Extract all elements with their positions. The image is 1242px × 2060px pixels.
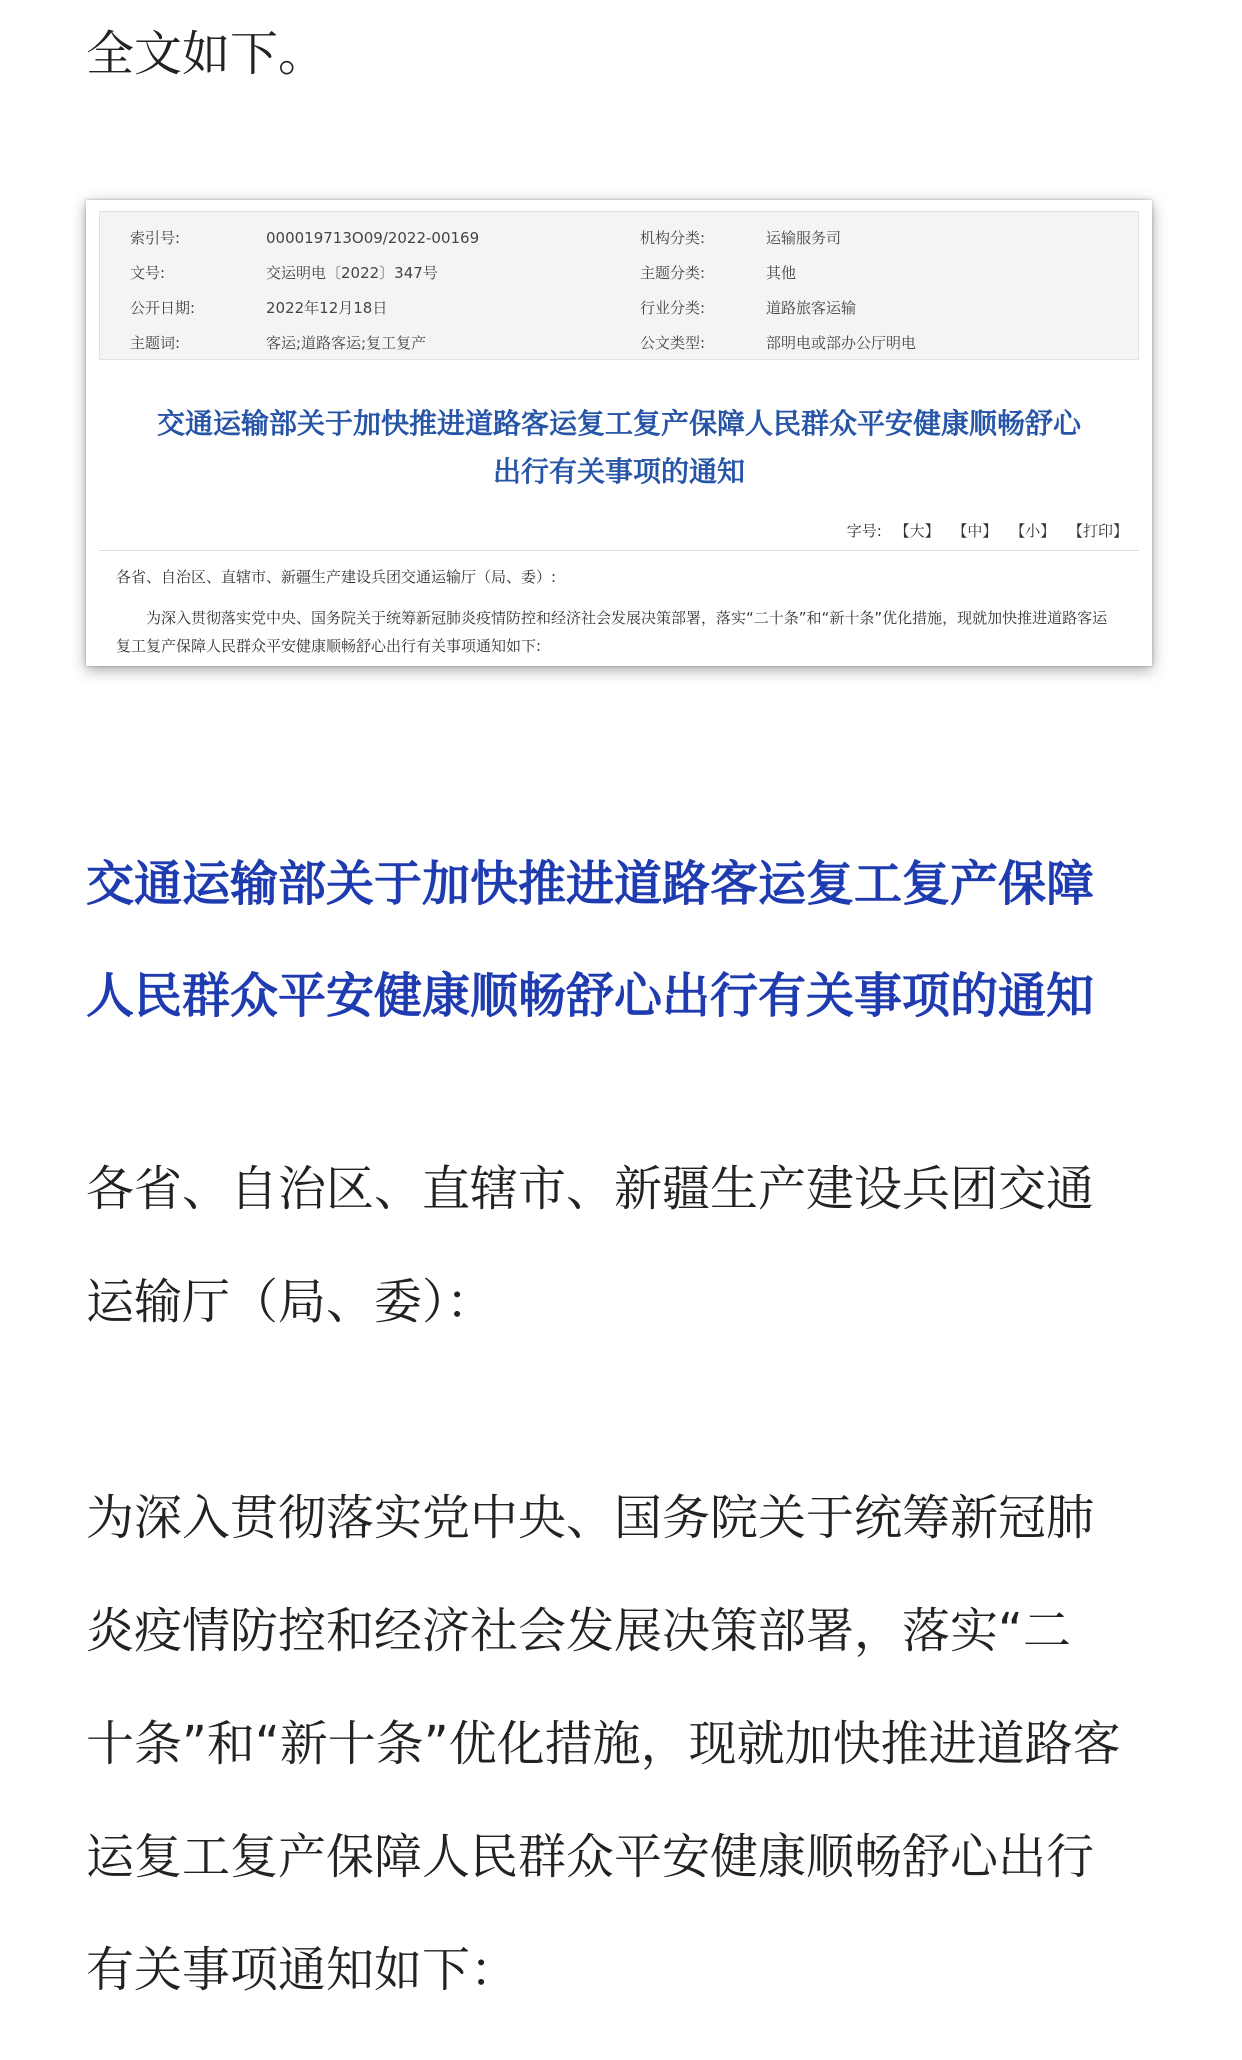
meta-value: 部明电或部办公厅明电 <box>766 334 917 352</box>
paragraph-line: 有关事项通知如下： <box>86 1942 519 1998</box>
meta-label: 索引号: <box>130 229 181 247</box>
font-size-bar <box>839 520 1128 541</box>
meta-value: 道路旅客运输 <box>766 299 857 317</box>
meta-value: 客运;道路客运;复工复产 <box>266 334 427 352</box>
meta-value: 运输服务司 <box>766 229 842 247</box>
metadata-row <box>100 325 1138 361</box>
article-addressee <box>86 1133 1156 1359</box>
meta-value: 交运明电〔2022〕347号 <box>266 264 438 282</box>
divider <box>99 550 1139 551</box>
meta-label: 公开日期: <box>130 299 196 317</box>
intro-text: 全文如下。 <box>86 26 327 82</box>
addressee-line: 各省、自治区、直辖市、新疆生产建设兵团交通 <box>86 1161 1095 1217</box>
meta-label: 主题分类: <box>640 264 706 282</box>
meta-label: 主题词: <box>130 334 181 352</box>
addressee-line: 运输厅（局、委）： <box>86 1274 495 1330</box>
article-title-line: 人民群众平安健康顺畅舒心出行有关事项的通知 <box>86 968 1095 1024</box>
font-size-large-link[interactable]: 【大】 <box>894 522 940 540</box>
article-title-line: 交通运输部关于加快推进道路客运复工复产保障 <box>86 856 1095 912</box>
meta-label: 公文类型: <box>640 334 706 352</box>
meta-value: 000019713O09/2022-00169 <box>266 229 480 247</box>
paragraph-line: 为深入贯彻落实党中央、国务院关于统筹新冠肺 <box>86 1490 1095 1546</box>
screenshot-paragraph: 为深入贯彻落实党中央、国务院关于统筹新冠肺炎疫情防控和经济社会发展决策部署，落实“二十条”和“新十条”优化措施，现就加快推进道路客运复工复产保障人民群众平安健康顺畅舒心出行有关事项通知如下: <box>116 609 1108 655</box>
metadata-table <box>99 211 1139 360</box>
meta-label: 机构分类: <box>640 229 706 247</box>
font-size-label: 字号: <box>846 522 882 540</box>
metadata-row <box>100 220 1138 256</box>
paragraph-line: 炎疫情防控和经济社会发展决策部署，落实“二 <box>86 1603 1071 1659</box>
article-paragraph <box>86 1462 1156 2027</box>
meta-label: 行业分类: <box>640 299 706 317</box>
print-link[interactable]: 【打印】 <box>1067 522 1128 540</box>
screenshot-title-line: 出行有关事项的通知 <box>492 455 745 488</box>
screenshot-title-line: 交通运输部关于加快推进道路客运复工复产保障人民群众平安健康顺畅舒心 <box>156 407 1081 440</box>
meta-value: 2022年12月18日 <box>266 299 388 317</box>
font-size-small-link[interactable]: 【小】 <box>1010 522 1056 540</box>
metadata-row <box>100 255 1138 291</box>
metadata-row <box>100 290 1138 326</box>
article-title <box>86 828 1156 1052</box>
paragraph-line: 十条”和“新十条”优化措施，现就加快推进道路客 <box>86 1716 1121 1772</box>
font-size-medium-link[interactable]: 【中】 <box>952 522 998 540</box>
meta-label: 文号: <box>130 264 166 282</box>
document-screenshot <box>86 200 1152 666</box>
paragraph-line: 运复工复产保障人民群众平安健康顺畅舒心出行 <box>86 1829 1095 1885</box>
meta-value: 其他 <box>766 264 797 282</box>
screenshot-addressee: 各省、自治区、直辖市、新疆生产建设兵团交通运输厅（局、委）: <box>116 568 557 586</box>
screenshot-title <box>86 400 1152 496</box>
